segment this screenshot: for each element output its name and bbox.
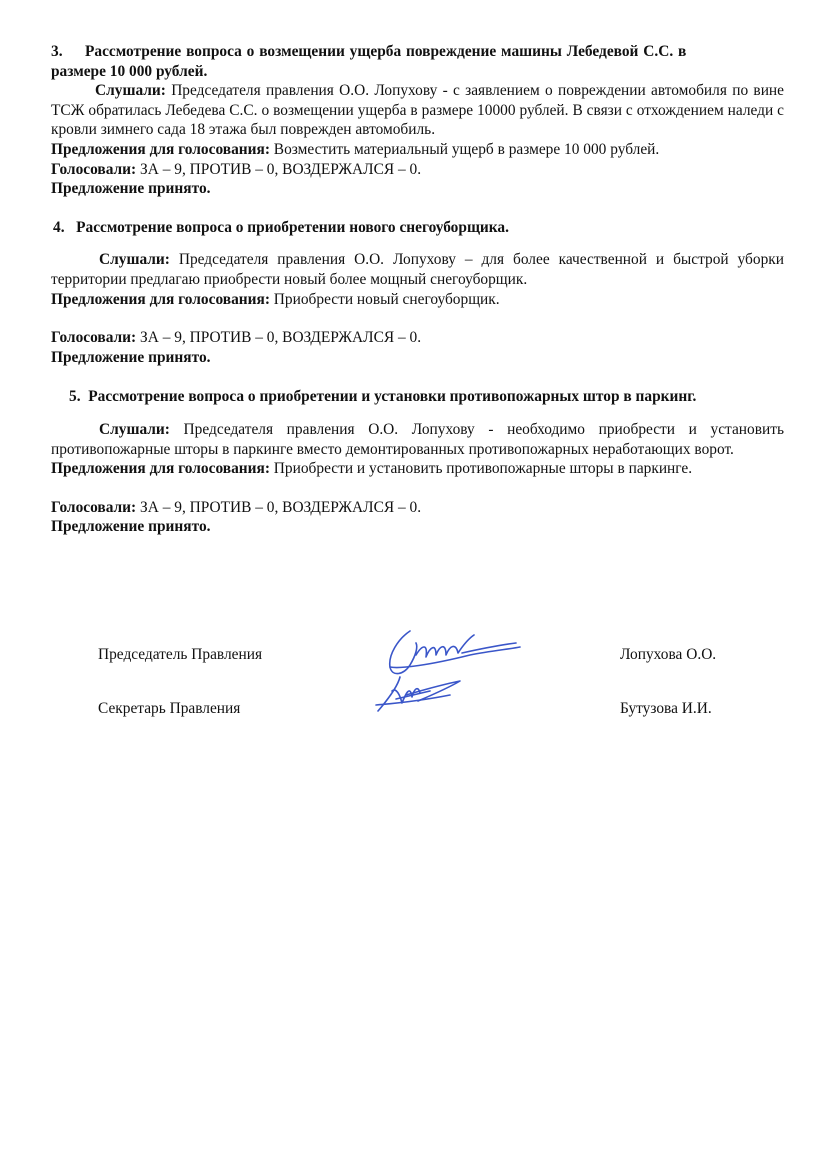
voted-label: Голосовали: bbox=[51, 498, 137, 516]
item-title-line1: Рассмотрение вопроса о возмещении ущерба повреждение машины Лебедевой С.С. в bbox=[85, 43, 687, 60]
secretary-name: Бутузова И.И. bbox=[620, 700, 712, 717]
voted-label: Голосовали: bbox=[51, 160, 137, 178]
item-title: Рассмотрение вопроса о приобретении и установки противопожарных штор в паркинг. bbox=[88, 388, 697, 406]
result-line: Предложение принято. bbox=[51, 518, 211, 536]
item-number: 5. bbox=[69, 388, 81, 406]
result-line: Предложение принято. bbox=[51, 348, 211, 366]
voted-line bbox=[51, 160, 784, 180]
proposal-text: Приобрести новый снегоуборщик. bbox=[269, 290, 500, 308]
proposal-text: Возместить материальный ущерб в размере 10 000 рублей. bbox=[269, 140, 660, 158]
agenda-item-5 bbox=[51, 387, 784, 537]
agenda-item-3-heading bbox=[51, 42, 784, 62]
item-title: Рассмотрение вопроса о приобретении нового снегоуборщика. bbox=[76, 218, 509, 236]
item-title-line2: размере 10 000 рублей. bbox=[51, 62, 208, 80]
agenda-item-3 bbox=[51, 42, 784, 199]
voted-line bbox=[51, 328, 784, 348]
secretary-role: Секретарь Правления bbox=[98, 700, 241, 717]
heard-label: Слушали: bbox=[95, 82, 166, 100]
heard-label: Слушали: bbox=[99, 251, 170, 269]
heard-paragraph bbox=[51, 420, 784, 459]
agenda-item-5-heading bbox=[51, 387, 784, 407]
proposal-text: Приобрести и установить противопожарные шторы в паркинге. bbox=[269, 460, 693, 478]
proposal-line bbox=[51, 290, 784, 310]
voted-text: ЗА – 9, ПРОТИВ – 0, ВОЗДЕРЖАЛСЯ – 0. bbox=[136, 498, 422, 516]
heard-paragraph bbox=[51, 250, 784, 289]
proposal-label: Предложения для голосования: bbox=[51, 140, 270, 158]
voted-text: ЗА – 9, ПРОТИВ – 0, ВОЗДЕРЖАЛСЯ – 0. bbox=[136, 329, 422, 347]
minutes-body bbox=[51, 42, 784, 537]
voted-text: ЗА – 9, ПРОТИВ – 0, ВОЗДЕРЖАЛСЯ – 0. bbox=[136, 160, 422, 178]
handwritten-signature bbox=[370, 625, 530, 720]
heard-text: Председателя правления О.О. Лопухову – для более качественной и быстрой уборки территории предлагаю приобрести новый более мощный снегоуборщик. bbox=[51, 251, 784, 288]
agenda-item-4-heading bbox=[51, 218, 784, 238]
heard-paragraph bbox=[51, 81, 784, 140]
proposal-label: Предложения для голосования: bbox=[51, 290, 270, 308]
voted-label: Голосовали: bbox=[51, 329, 137, 347]
proposal-line bbox=[51, 459, 784, 479]
heard-label: Слушали: bbox=[99, 420, 170, 438]
item-number: 4. bbox=[53, 218, 65, 236]
heard-text: Председателя правления О.О. Лопухову - с заявлением о повреждении автомобиля по вине ТСЖ обратилась Лебедева С.С. о возмещении ущерба в размере 10000 рублей. В связи с отхождением наледи с кровли зимнего сада 18 этажа был поврежден автомобиль. bbox=[51, 82, 784, 139]
item-number: 3. bbox=[51, 43, 63, 60]
result-line: Предложение принято. bbox=[51, 180, 211, 198]
chair-role: Председатель Правления bbox=[98, 646, 263, 663]
chair-name: Лопухова О.О. bbox=[620, 646, 717, 663]
heard-text: Председателя правления О.О. Лопухову - необходимо приобрести и установить противопожарные шторы в паркинге вместо демонтированных противопожарных неработающих ворот. bbox=[51, 420, 784, 458]
proposal-line bbox=[51, 140, 784, 160]
proposal-label: Предложения для голосования: bbox=[51, 460, 270, 478]
agenda-item-4 bbox=[51, 218, 784, 368]
voted-line bbox=[51, 498, 784, 518]
